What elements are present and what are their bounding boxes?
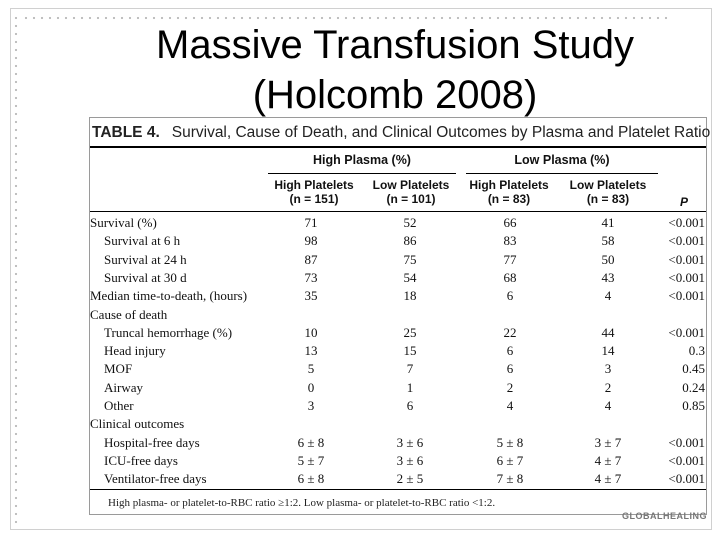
table-cell-value: 6 ± 8	[297, 435, 325, 450]
table-cell-p-value: <0.001	[668, 471, 705, 486]
col-header-4-n: (n = 83)	[586, 192, 630, 206]
table-cell-value: 73	[304, 270, 318, 285]
table-cell-p-value: 0.85	[682, 398, 705, 413]
table-cell-value: 10	[304, 325, 318, 340]
col-header-3-title: High Platelets	[469, 178, 549, 192]
table-cell-value: 68	[503, 270, 517, 285]
table-cell-value: 1	[406, 380, 414, 395]
row-label: Survival at 6 h	[104, 233, 181, 248]
table-cell-p-value: <0.001	[668, 215, 705, 230]
table-cell-value: 0	[307, 380, 315, 395]
row-label: Median time-to-death, (hours)	[90, 288, 248, 303]
col-header-2-n: (n = 101)	[386, 192, 436, 206]
row-label: Survival at 30 d	[104, 270, 187, 285]
table-cell-value: 6	[406, 398, 414, 413]
table-label: TABLE 4.	[92, 124, 160, 141]
table-cell-value: 4 ± 7	[594, 453, 622, 468]
row-label: Survival at 24 h	[104, 252, 187, 267]
table-cell-value: 6	[506, 288, 514, 303]
table-cell-value: 4	[506, 398, 514, 413]
table-cell-value: 25	[403, 325, 417, 340]
table-cell-value: 6	[506, 343, 514, 358]
table-cell-value: 5	[307, 361, 315, 376]
table-cell-value: 13	[304, 343, 318, 358]
col-header-1-title: High Platelets	[274, 178, 354, 192]
table-cell-value: 2 ± 5	[396, 471, 424, 486]
table-cell-p-value: <0.001	[668, 270, 705, 285]
group-rule-high	[268, 173, 456, 174]
table-cell-value: 58	[601, 233, 615, 248]
table-cell-value: 3 ± 6	[396, 453, 424, 468]
table-cell-value: 66	[503, 215, 517, 230]
table-top-rule	[90, 146, 706, 148]
slide-title-line1: Massive Transfusion Study	[156, 23, 634, 67]
table-cell-p-value: <0.001	[668, 252, 705, 267]
table-cell-value: 15	[403, 343, 417, 358]
row-label: Truncal hemorrhage (%)	[104, 325, 233, 340]
row-label: ICU-free days	[104, 453, 178, 468]
table-cell-p-value: <0.001	[668, 288, 705, 303]
table-cell-value: 6 ± 7	[496, 453, 524, 468]
table-cell-value: 4	[604, 398, 612, 413]
table-cell-value: 52	[403, 215, 417, 230]
slide-title-line2: (Holcomb 2008)	[252, 73, 538, 117]
table-cell-value: 7 ± 8	[496, 471, 524, 486]
col-header-p: P	[679, 195, 688, 209]
table-caption-text: Survival, Cause of Death, and Clinical Outcomes by Plasma and Platelet Ratio	[171, 124, 711, 141]
col-header-4-title: Low Platelets	[569, 178, 647, 192]
table-cell-value: 5 ± 7	[297, 453, 325, 468]
header-bottom-rule	[90, 211, 706, 212]
table-cell-value: 54	[403, 270, 417, 285]
row-label: Ventilator-free days	[104, 471, 207, 486]
table-cell-value: 43	[601, 270, 615, 285]
row-label: Cause of death	[90, 307, 168, 322]
row-label: Survival (%)	[90, 215, 157, 230]
row-label: Hospital-free days	[104, 435, 200, 450]
table-cell-p-value: 0.45	[682, 361, 705, 376]
table-cell-value: 18	[403, 288, 417, 303]
table-cell-value: 41	[601, 215, 615, 230]
table-cell-value: 22	[503, 325, 517, 340]
table-caption	[92, 123, 710, 142]
table-cell-value: 6 ± 8	[297, 471, 325, 486]
table-bottom-rule	[90, 489, 706, 490]
table-cell-p-value: <0.001	[668, 233, 705, 248]
table-cell-value: 83	[503, 233, 517, 248]
table-cell-value: 98	[304, 233, 318, 248]
watermark-text: GLOBALHEALING	[622, 511, 707, 521]
table-cell-p-value: 0.3	[688, 343, 705, 358]
table-cell-value: 3 ± 7	[594, 435, 622, 450]
row-label: Airway	[104, 380, 143, 395]
table-cell-value: 71	[304, 215, 318, 230]
table-cell-value: 6	[506, 361, 514, 376]
table-cell-p-value: 0.24	[682, 380, 705, 395]
table-cell-value: 2	[506, 380, 514, 395]
row-label: MOF	[104, 361, 133, 376]
slide-title	[0, 20, 720, 120]
group-header-low-plasma: Low Plasma (%)	[514, 153, 610, 167]
table-footnote: High plasma- or platelet-to-RBC ratio ≥1:2. Low plasma- or platelet-to-RBC ratio <1:2.	[108, 497, 496, 509]
col-header-3	[457, 178, 561, 206]
row-label: Clinical outcomes	[90, 416, 185, 431]
table-cell-value: 86	[403, 233, 417, 248]
table-cell-value: 2	[604, 380, 612, 395]
table-cell-value: 7	[406, 361, 414, 376]
col-header-1-n: (n = 151)	[289, 192, 339, 206]
table-cell-p-value: <0.001	[668, 325, 705, 340]
group-rule-low	[466, 173, 658, 174]
table-cell-value: 77	[503, 252, 517, 267]
row-label: Head injury	[104, 343, 166, 358]
table-cell-value: 5 ± 8	[496, 435, 524, 450]
table-cell-value: 4	[604, 288, 612, 303]
group-header-high-plasma: High Plasma (%)	[313, 153, 411, 167]
table-cell-value: 35	[304, 288, 318, 303]
col-header-2	[359, 178, 463, 206]
col-header-3-n: (n = 83)	[487, 192, 531, 206]
table-cell-value: 3	[307, 398, 315, 413]
row-label: Other	[104, 398, 134, 413]
table-cell-value: 44	[601, 325, 615, 340]
table-cell-value: 50	[601, 252, 615, 267]
col-header-1	[262, 178, 366, 206]
table-cell-value: 75	[403, 252, 417, 267]
col-header-2-title: Low Platelets	[372, 178, 450, 192]
table-cell-value: 14	[601, 343, 615, 358]
table-cell-value: 4 ± 7	[594, 471, 622, 486]
table-cell-value: 87	[304, 252, 318, 267]
col-header-4	[556, 178, 660, 206]
table-cell-p-value: <0.001	[668, 435, 705, 450]
table-cell-p-value: <0.001	[668, 453, 705, 468]
table-cell-value: 3 ± 6	[396, 435, 424, 450]
table-cell-value: 3	[604, 361, 612, 376]
